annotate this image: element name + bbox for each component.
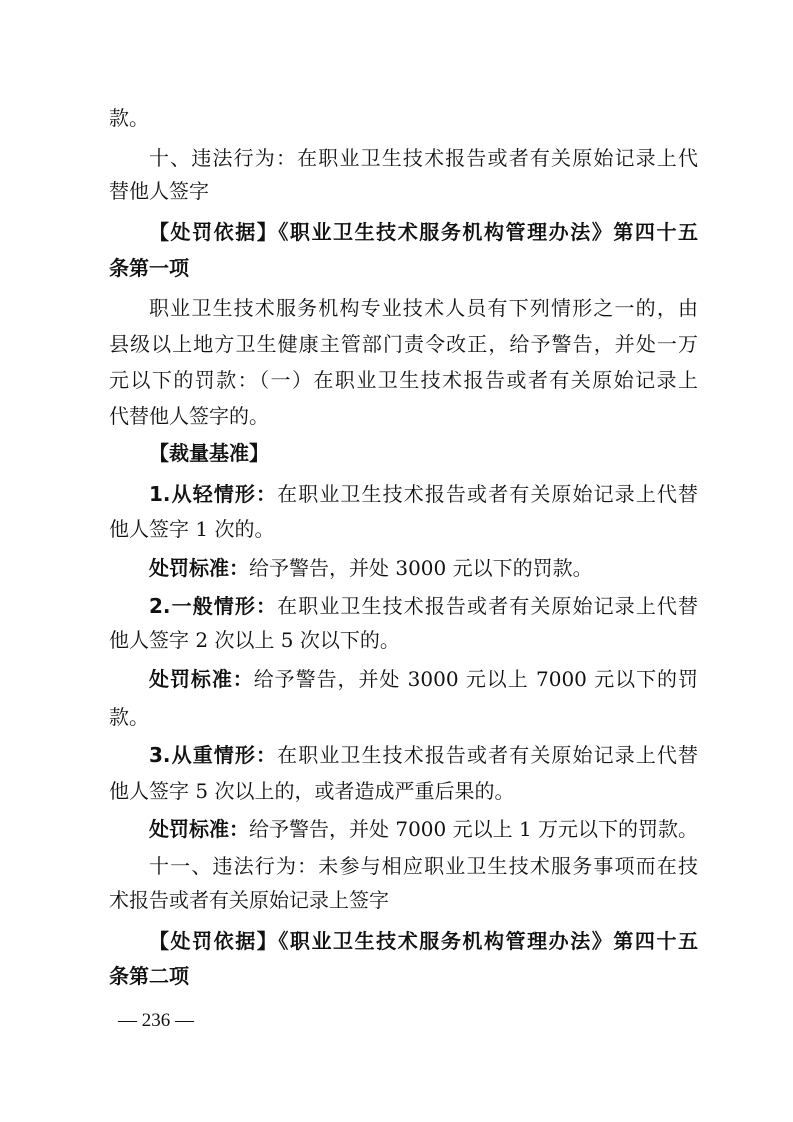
text-line: 他人签字 1 次的。 — [109, 517, 275, 541]
text-line: 县级以上地方卫生健康主管部门责令改正，给予警告，并处一万 — [109, 332, 698, 356]
penalty-basis-heading: 【处罚依据】《职业卫生技术服务机构管理办法》第四十五 — [149, 929, 698, 953]
text-line: 款。 — [109, 705, 149, 729]
penalty-basis-heading-cont: 条第二项 — [109, 964, 189, 988]
page-number: — 236 — — [118, 1010, 194, 1031]
penalty-standard-label: 处罚标准： — [149, 817, 249, 841]
text-line: 他人签字 5 次以上的，或者造成严重后果的。 — [109, 779, 515, 803]
text-line: 他人签字 2 次以上 5 次以下的。 — [109, 628, 400, 652]
discretion-heading: 【裁量基准】 — [149, 441, 269, 465]
severe-case-label: 3.从重情形： — [149, 743, 278, 767]
penalty-standard-text: 给予警告，并处 3000 元以下的罚款。 — [249, 556, 593, 580]
violation-heading: 十、违法行为：在职业卫生技术报告或者有关原始记录上代 — [149, 146, 698, 170]
penalty-standard-label: 处罚标准： — [149, 556, 249, 580]
penalty-standard-line — [149, 556, 593, 580]
severe-case-text: 在职业卫生技术报告或者有关原始记录上代替 — [277, 743, 699, 767]
mild-case-label: 1.从轻情形： — [149, 482, 278, 506]
general-case-label: 2.一般情形： — [149, 594, 278, 618]
text-line: 元以下的罚款：（一）在职业卫生技术报告或者有关原始记录上 — [109, 368, 698, 392]
violation-heading: 十一、违法行为：未参与相应职业卫生技术服务事项而在技 — [149, 854, 698, 878]
penalty-standard-label: 处罚标准： — [149, 667, 254, 691]
penalty-standard-line — [149, 667, 698, 691]
violation-heading-cont: 术报告或者有关原始记录上签字 — [109, 888, 389, 912]
mild-case-line — [149, 482, 698, 506]
general-case-text: 在职业卫生技术报告或者有关原始记录上代替 — [277, 594, 699, 618]
penalty-standard-text: 给予警告，并处 3000 元以上 7000 元以下的罚 — [253, 667, 698, 691]
violation-heading-cont: 替他人签字 — [109, 179, 209, 203]
penalty-basis-heading: 【处罚依据】《职业卫生技术服务机构管理办法》第四十五 — [149, 220, 698, 244]
severe-case-line — [149, 743, 698, 767]
penalty-basis-heading-cont: 条第一项 — [109, 256, 189, 280]
penalty-standard-text: 给予警告，并处 7000 元以上 1 万元以下的罚款。 — [249, 817, 699, 841]
general-case-line — [149, 594, 698, 618]
penalty-standard-line — [149, 817, 698, 841]
mild-case-text: 在职业卫生技术报告或者有关原始记录上代替 — [277, 482, 699, 506]
text-line: 职业卫生技术服务机构专业技术人员有下列情形之一的，由 — [149, 296, 698, 320]
text-line: 代替他人签字的。 — [109, 404, 269, 428]
text-line: 款。 — [109, 106, 149, 130]
